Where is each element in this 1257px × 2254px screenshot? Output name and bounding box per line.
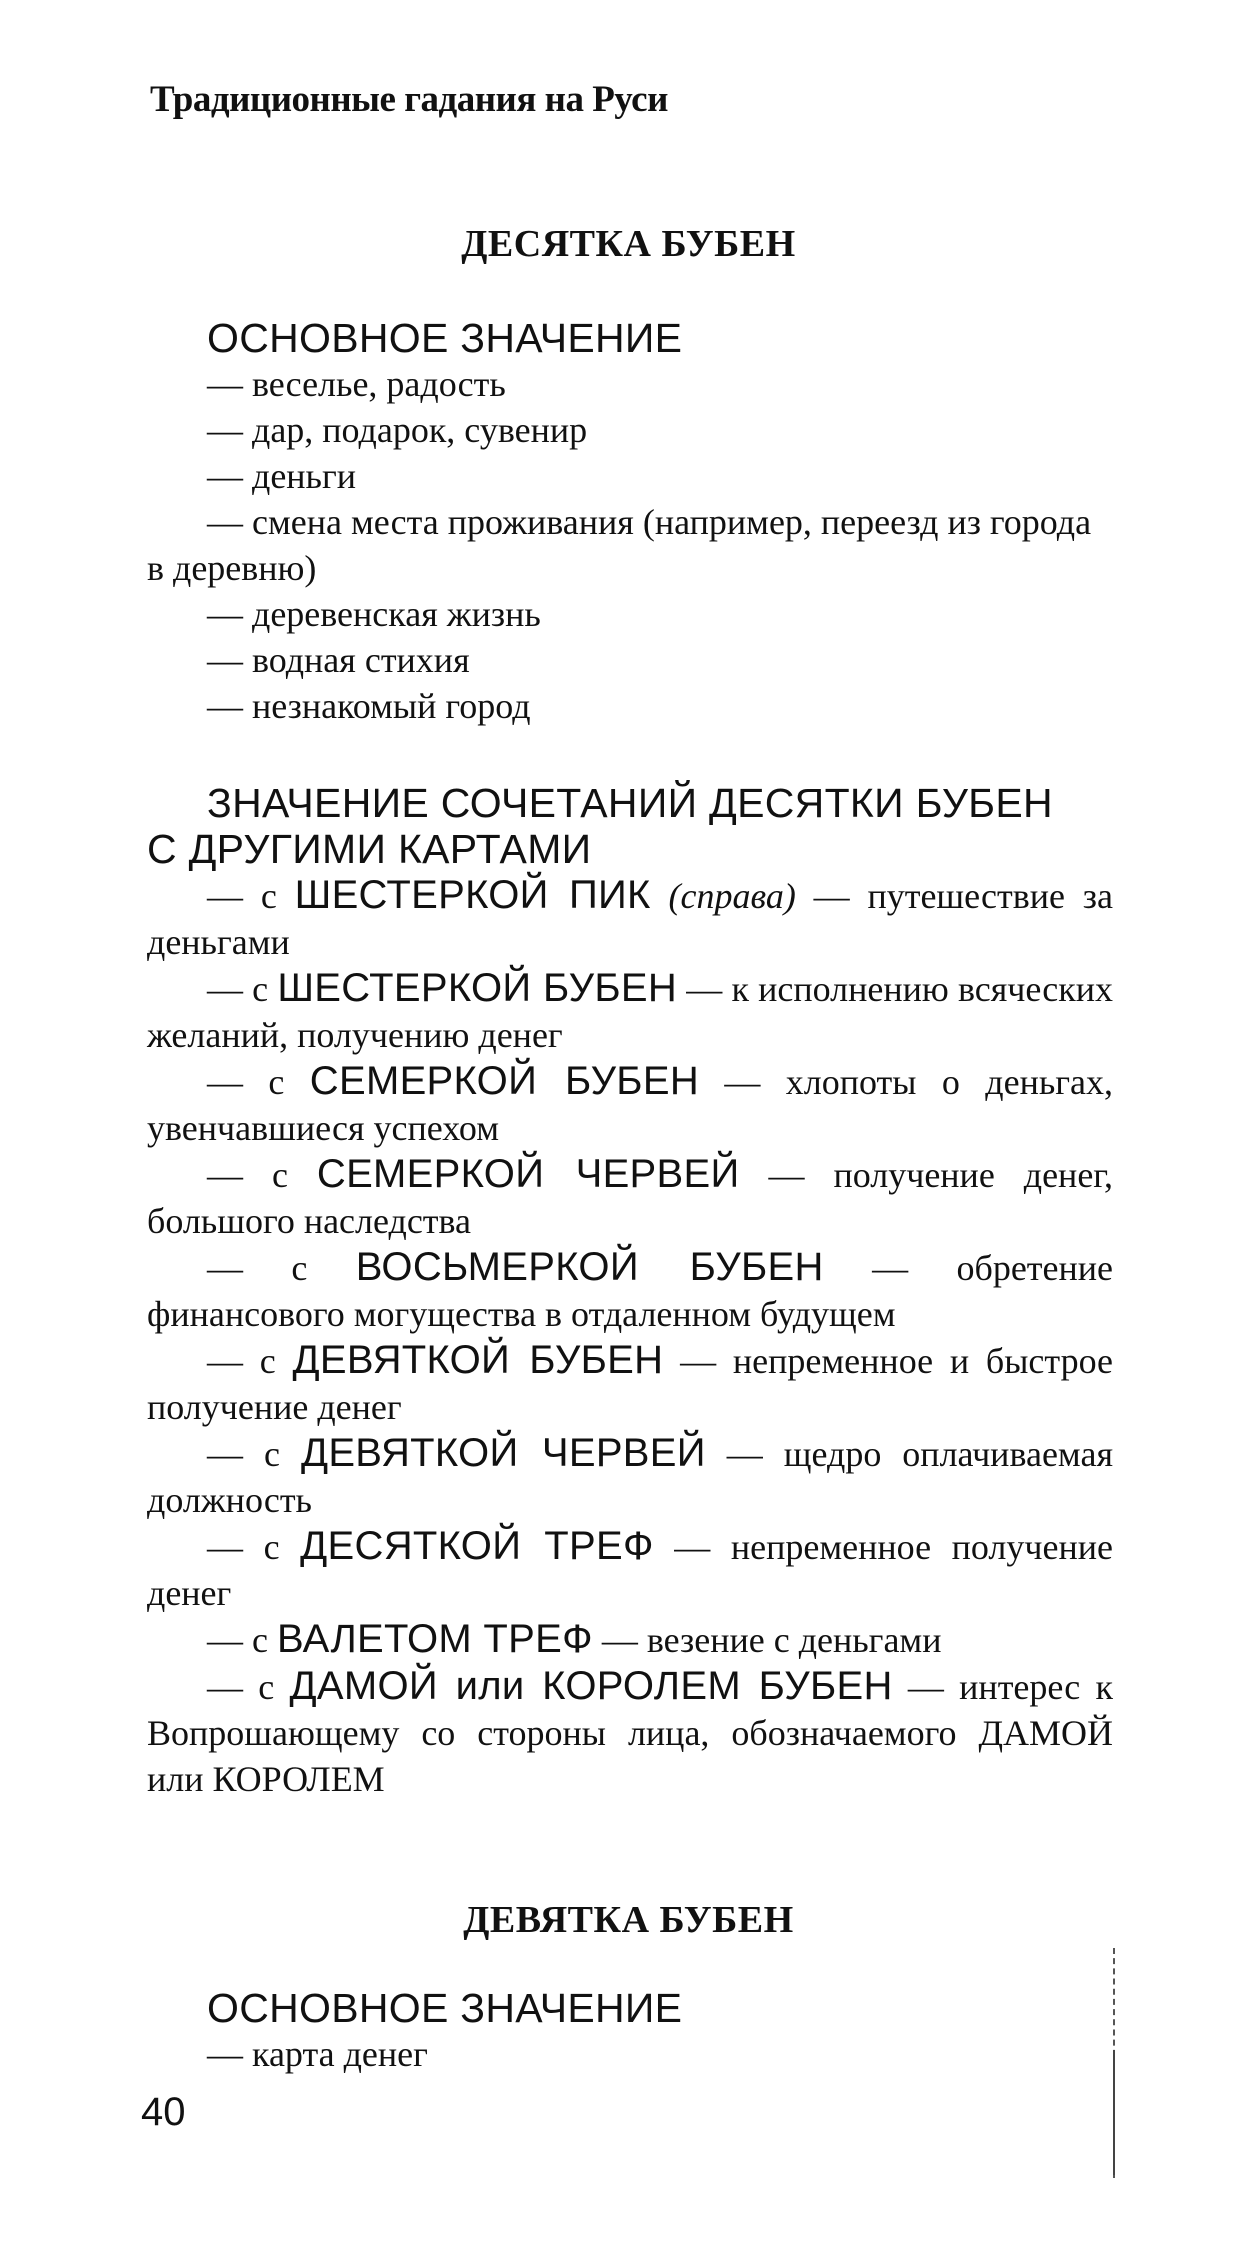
combination-card-name: ВОСЬМЕРКОЙ БУБЕН [355, 1245, 824, 1289]
combination-prefix: — с [207, 1155, 317, 1195]
combination-prefix: — с [207, 1620, 277, 1660]
basic-meaning-list-2 [147, 2031, 1113, 2077]
combination-prefix: — с [207, 1062, 310, 1102]
combination-card-name: ШЕСТЕРКОЙ БУБЕН [277, 966, 678, 1010]
combination-meaning: — интерес к Вопрошающему со стороны лица, обозначаемого ДАМОЙ или КОРОЛЕМ [147, 1667, 1113, 1799]
combination-card-name: ШЕСТЕРКОЙ ПИК [294, 873, 651, 917]
combination-meaning: — к исполнению всяческих желаний, получению денег [147, 969, 1114, 1055]
combination-item [147, 1058, 1113, 1151]
basic-meaning-block [147, 315, 1113, 729]
combination-meaning: — непременное и быстрое получение денег [147, 1341, 1114, 1427]
running-head: Традиционные гадания на Руси [150, 79, 668, 120]
combinations-block [147, 780, 1113, 1802]
combination-item [147, 1244, 1113, 1337]
combination-note: (справа) [668, 876, 796, 916]
basic-meaning-list [147, 361, 1113, 729]
basic-meaning-heading: ОСНОВНОЕ ЗНАЧЕНИЕ [207, 315, 683, 361]
section-title-ten-of-diamonds: ДЕСЯТКА БУБЕН [461, 223, 796, 265]
meaning-list-item: — водная стихия [207, 640, 470, 680]
combination-prefix: — с [207, 1341, 293, 1381]
combination-card-name: СЕМЕРКОЙ ЧЕРВЕЙ [316, 1152, 740, 1196]
combination-item [147, 1337, 1113, 1430]
combination-meaning: — получение денег, большого наследства [147, 1155, 1113, 1241]
combinations-heading: ЗНАЧЕНИЕ СОЧЕТАНИЙ ДЕСЯТКИ БУБЕН С ДРУГИМИ КАРТАМИ [147, 780, 1053, 872]
combination-card-name: ДАМОЙ или КОРОЛЕМ БУБЕН [289, 1664, 893, 1708]
combination-item [147, 1663, 1113, 1802]
combination-prefix: — с [207, 1527, 301, 1567]
combination-item [147, 1616, 1113, 1663]
basic-meaning-heading-2: ОСНОВНОЕ ЗНАЧЕНИЕ [207, 1985, 683, 2031]
combination-item [147, 1523, 1113, 1616]
combination-meaning: — щедро оплачиваемая должность [147, 1434, 1113, 1520]
meaning-list-item: — карта денег [207, 2034, 428, 2074]
combination-item [147, 965, 1113, 1058]
combination-item [147, 1151, 1113, 1244]
combination-prefix: — с [207, 876, 295, 916]
section-title-nine-of-diamonds: ДЕВЯТКА БУБЕН [463, 1899, 794, 1941]
combination-card-name: ДЕВЯТКОЙ ЧЕРВЕЙ [300, 1431, 706, 1475]
combination-item [147, 1430, 1113, 1523]
combination-meaning: — хлопоты о деньгах, увенчавшиеся успехом [147, 1062, 1113, 1148]
meaning-list-item: — веселье, радость [207, 364, 506, 404]
combination-meaning: — путешествие за деньгами [147, 876, 1113, 962]
meaning-list-item: — смена места проживания (например, переезд из города в деревню) [147, 502, 1092, 588]
combination-card-name: ДЕВЯТКОЙ БУБЕН [292, 1338, 664, 1382]
combination-card-name: ДЕСЯТКОЙ ТРЕФ [300, 1524, 654, 1568]
meaning-list-item: — деньги [207, 456, 357, 496]
combination-card-name: ВАЛЕТОМ ТРЕФ [276, 1617, 593, 1661]
meaning-list-item: — дар, подарок, сувенир [207, 410, 588, 450]
meaning-list-item: — деревенская жизнь [207, 594, 541, 634]
combination-meaning: — везение с деньгами [592, 1620, 942, 1660]
margin-scan-line-solid [1113, 2050, 1115, 2175]
combination-meaning: — непременное получение денег [147, 1527, 1113, 1613]
combination-prefix: — с [207, 1248, 356, 1288]
combination-prefix: — с [207, 1434, 301, 1474]
basic-meaning-block-2 [147, 1985, 1113, 2077]
combination-meaning: — обретение финансового могущества в отдаленном будущем [147, 1248, 1114, 1334]
combination-prefix: — с [207, 969, 278, 1009]
combination-prefix: — с [207, 1667, 290, 1707]
combinations-list [147, 872, 1113, 1802]
meaning-list-item: — незнакомый город [207, 686, 531, 726]
combination-card-name: СЕМЕРКОЙ БУБЕН [309, 1059, 700, 1103]
combination-item [147, 872, 1113, 965]
page-number: 40 [141, 2090, 186, 2134]
